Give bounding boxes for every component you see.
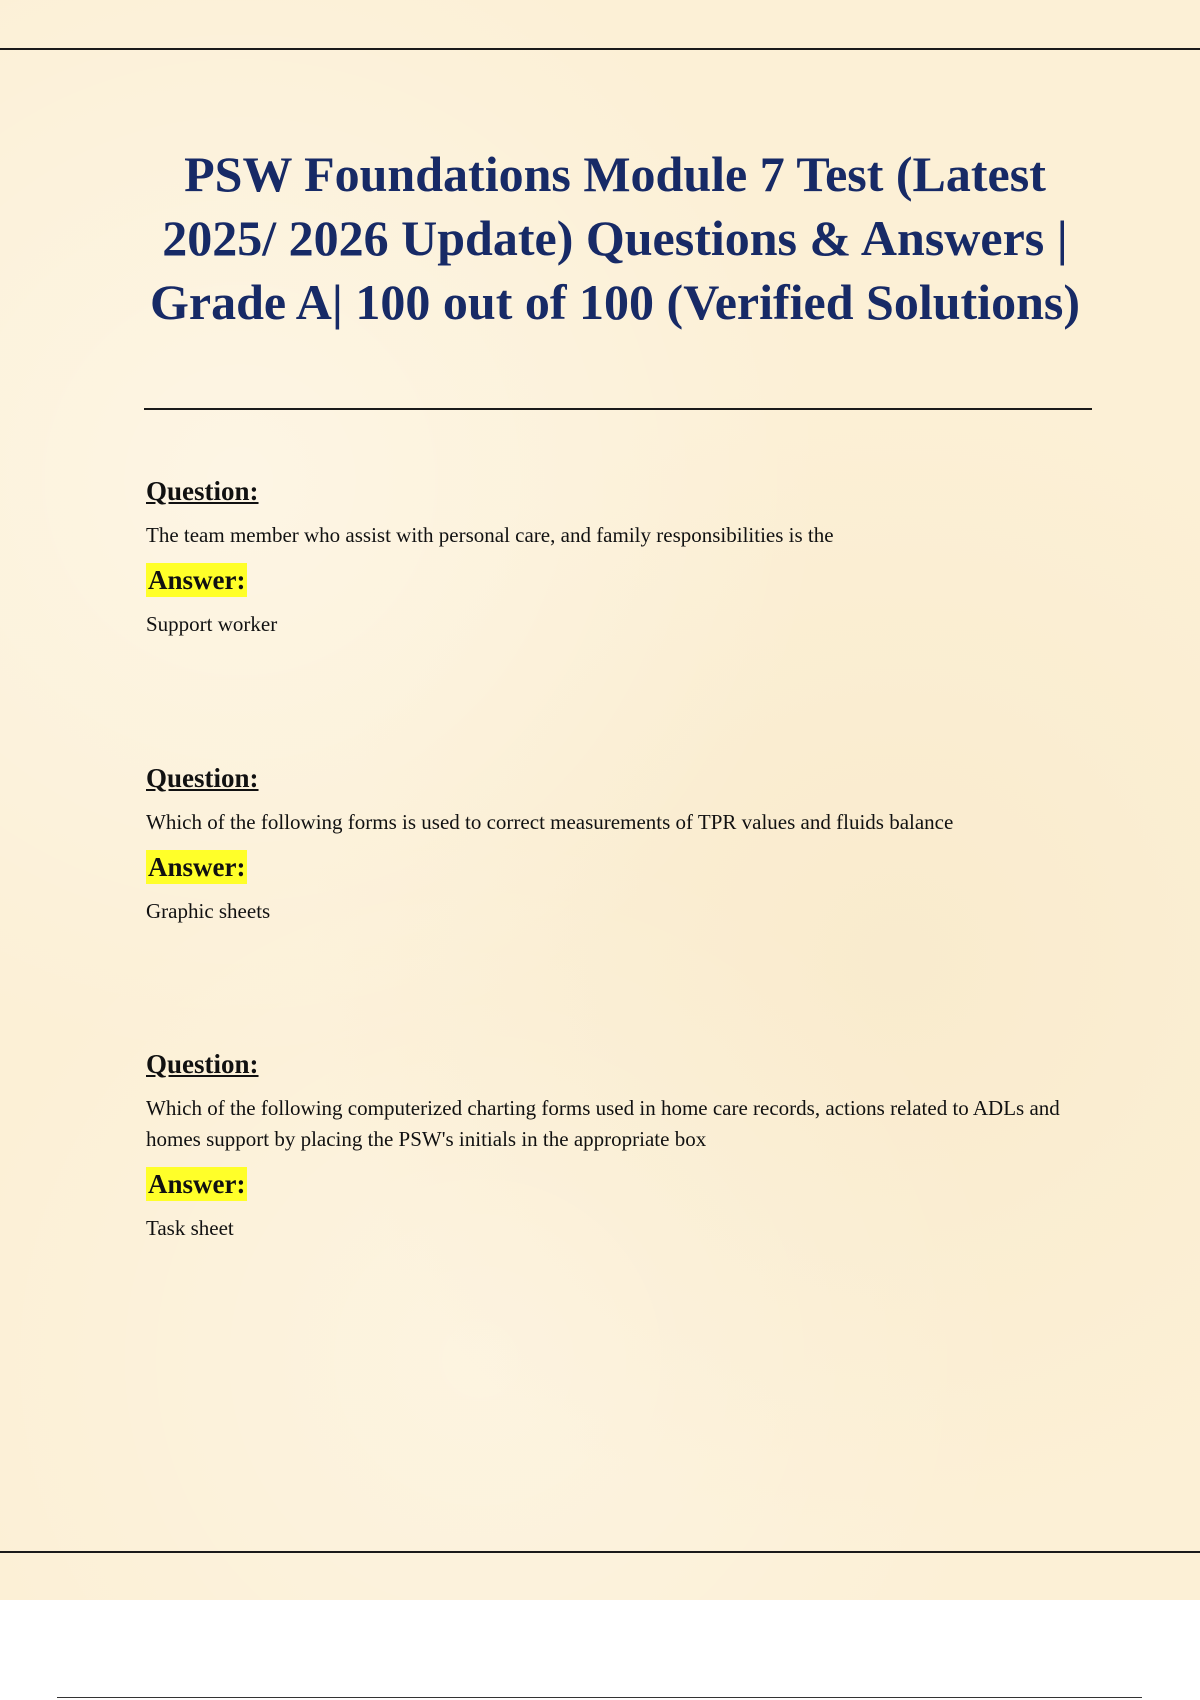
answer-text: Support worker xyxy=(146,612,278,636)
question-text: Which of the following forms is used to correct measurements of TPR values and fluids balance xyxy=(146,810,954,834)
answer-label: Answer: xyxy=(148,565,246,595)
question-text: The team member who assist with personal care, and family responsibilities is the xyxy=(146,523,834,547)
question-text: Which of the following computerized charting forms used in home care records, actions related to ADLs and homes support by placing the PSW's initials in the appropriate box xyxy=(146,1096,1060,1151)
qa-item-3 xyxy=(146,1047,1106,1244)
top-divider xyxy=(0,48,1200,50)
answer-label: Answer: xyxy=(148,1169,246,1199)
footer-divider xyxy=(57,1697,1142,1698)
answer-text: Task sheet xyxy=(146,1216,234,1240)
document-title: PSW Foundations Module 7 Test (Latest 2025/ 2026 Update) Questions & Answers | Grade A| 100 out of 100 (Verified Solutions) xyxy=(149,146,1080,330)
question-label: Question: xyxy=(146,476,259,506)
question-label: Question: xyxy=(146,1049,259,1079)
qa-item-1 xyxy=(146,474,1106,640)
question-label: Question: xyxy=(146,763,259,793)
qa-item-2 xyxy=(146,761,1106,927)
answer-label: Answer: xyxy=(148,852,246,882)
title-underline xyxy=(144,408,1092,410)
bottom-divider xyxy=(0,1551,1200,1553)
answer-text: Graphic sheets xyxy=(146,899,271,923)
